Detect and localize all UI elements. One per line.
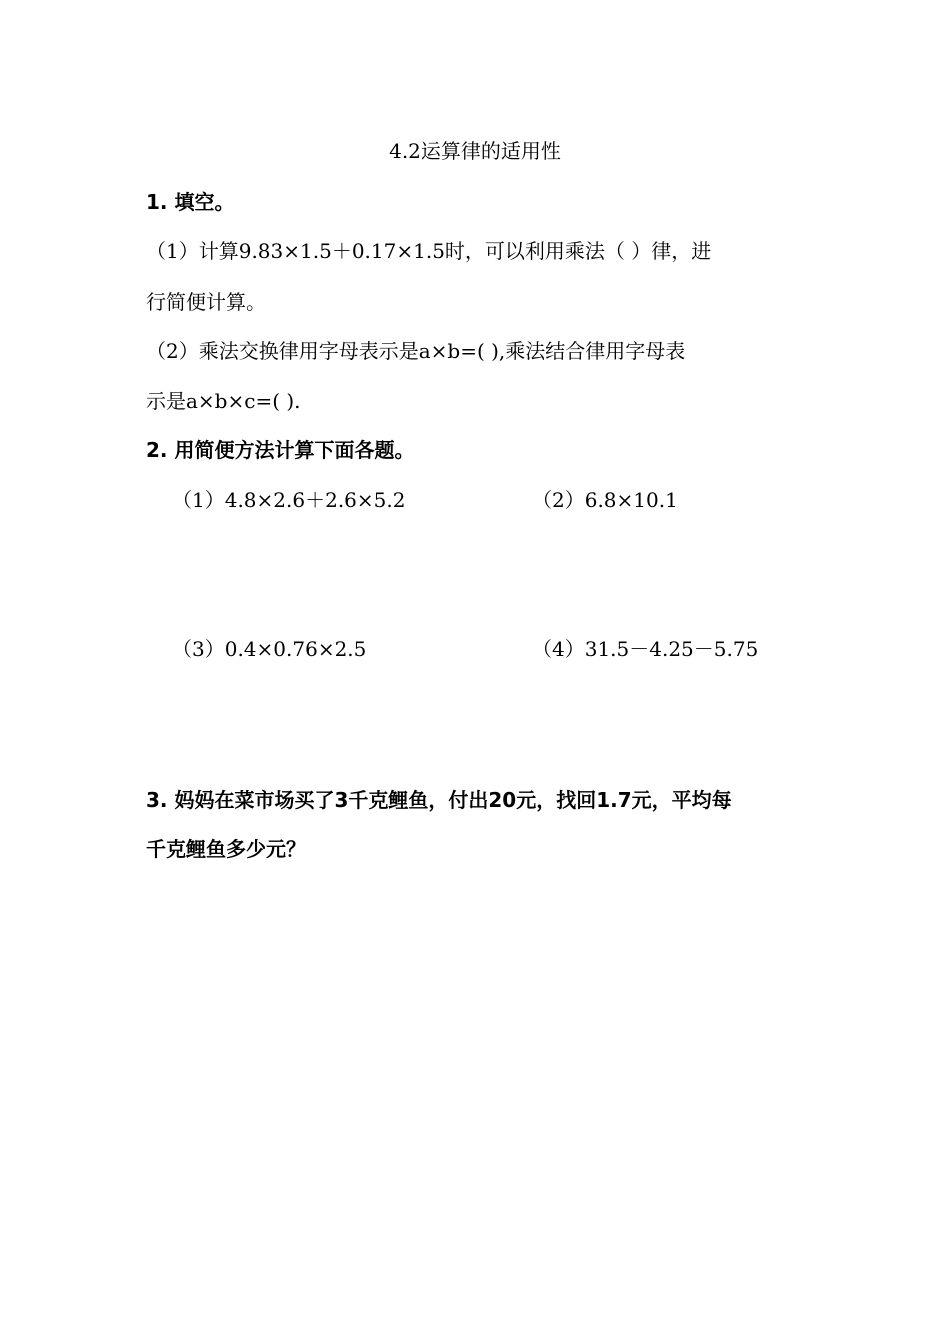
question-1-item-2-line-2: 示是a×b×c=( ). bbox=[146, 389, 301, 413]
page-title: 4.2运算律的适用性 bbox=[389, 139, 561, 163]
question-3-line-1: 3. 妈妈在菜市场买了3千克鲤鱼，付出20元，找回1.7元，平均每 bbox=[146, 788, 732, 812]
question-2-heading: 2. 用简便方法计算下面各题。 bbox=[146, 438, 415, 462]
question-1-item-1-line-2: 行简便计算。 bbox=[146, 290, 266, 314]
question-1-item-1-line-1: （1）计算9.83×1.5＋0.17×1.5时，可以利用乘法（ ）律，进 bbox=[146, 239, 712, 263]
question-2-item-3: （3）0.4×0.76×2.5 bbox=[172, 637, 367, 661]
question-1-item-2-line-1: （2）乘法交换律用字母表示是a×b=( ),乘法结合律用字母表 bbox=[146, 339, 686, 363]
question-2-item-2: （2）6.8×10.1 bbox=[532, 488, 678, 512]
question-2-item-1: （1）4.8×2.6＋2.6×5.2 bbox=[172, 488, 406, 512]
question-3-line-2: 千克鲤鱼多少元？ bbox=[146, 837, 306, 861]
question-2-item-4: （4）31.5－4.25－5.75 bbox=[532, 637, 759, 661]
question-1-heading: 1. 填空。 bbox=[146, 190, 235, 214]
